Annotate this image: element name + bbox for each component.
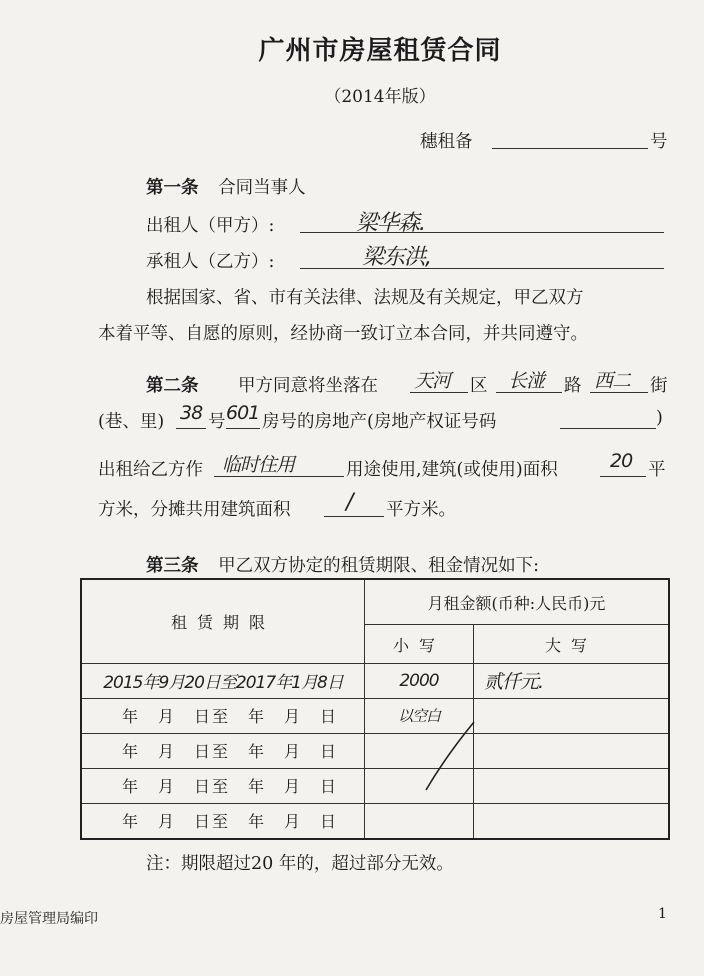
table-row <box>81 733 669 768</box>
edition-label: （2014年版） <box>324 87 436 107</box>
uppercase-cell[interactable] <box>474 698 670 733</box>
period-value: 2015年9月20日至2017年1月8日 <box>103 673 343 694</box>
article2-number: 第二条 <box>146 376 199 396</box>
article1-para-line2: 本着平等、自愿的原则，经协商一致订立本合同，并共同遵守。 <box>98 324 588 344</box>
uppercase-cell[interactable] <box>474 733 670 768</box>
cross-out-stroke <box>420 716 480 796</box>
uppercase-cell[interactable] <box>474 803 670 839</box>
article1-heading <box>146 174 306 199</box>
area-value: 20 <box>610 450 633 472</box>
lowercase-cell[interactable] <box>365 663 474 698</box>
record-suffix: 号 <box>650 132 668 152</box>
number-value: 38 <box>180 402 203 424</box>
property-cert-field[interactable] <box>560 408 656 429</box>
rent-table <box>80 578 670 840</box>
street-value: 西二 <box>594 370 631 392</box>
period-cell[interactable]: 年 月 日至 年 月 日 <box>81 768 365 803</box>
road-value: 长湴 <box>508 370 545 392</box>
publisher-label: 房屋管理局编印 <box>0 911 98 927</box>
lessor-field[interactable] <box>300 212 664 233</box>
article2-text-l: 方米，分摊共用建筑面积 <box>98 500 291 520</box>
article2-text-f: 号 <box>208 412 226 432</box>
article2-text-b: 区 <box>470 376 488 396</box>
table-row <box>81 768 669 803</box>
article2-text-a: 甲方同意将坐落在 <box>238 376 378 396</box>
lessee-label: 承租人（乙方）: <box>146 252 275 272</box>
period-cell[interactable]: 年 月 日至 年 月 日 <box>81 733 365 768</box>
header-monthly-rent: 月租金额(币种:人民币)元 <box>365 579 670 625</box>
article1-title: 合同当事人 <box>218 178 306 198</box>
uppercase-cell[interactable] <box>474 663 670 698</box>
article1-number: 第一条 <box>146 178 199 198</box>
lowercase-value: 2000 <box>399 670 439 691</box>
shared-area-value: / <box>346 490 353 515</box>
header-lowercase: 小写 <box>365 625 474 664</box>
article2-text-d: 街 <box>650 376 668 396</box>
header-period: 租赁期限 <box>81 579 365 663</box>
header-uppercase: 大写 <box>474 625 670 664</box>
lessee-field[interactable] <box>300 248 664 269</box>
period-cell[interactable] <box>81 663 365 698</box>
lessee-signature: 梁东洪, <box>362 245 431 270</box>
district-value: 天河 <box>414 370 451 392</box>
table-row <box>81 698 669 733</box>
room-value: 601 <box>226 402 260 424</box>
usage-value: 临时住用 <box>222 454 295 476</box>
table-row <box>81 663 669 698</box>
article2-text-h: ) <box>656 408 663 428</box>
shared-area-field[interactable] <box>324 496 384 517</box>
period-cell[interactable]: 年 月 日至 年 月 日 <box>81 698 365 733</box>
article3-title: 甲乙双方协定的租赁期限、租金情况如下: <box>218 556 539 576</box>
table-row <box>81 803 669 839</box>
lowercase-value: 以空白 <box>397 707 440 726</box>
document-title: 广州市房屋租赁合同 <box>258 36 502 66</box>
record-number-blank[interactable] <box>492 128 648 149</box>
article2-text-k: 平 <box>648 460 666 480</box>
lessor-label: 出租人（甲方）: <box>146 216 275 236</box>
article2-text-j: 用途使用,建筑(或使用)面积 <box>346 460 558 480</box>
lessor-signature: 梁华森. <box>356 211 425 236</box>
article2-text-e: (巷、里) <box>98 412 165 432</box>
article1-para-line1: 根据国家、省、市有关法律、法规及有关规定，甲乙双方 <box>146 288 584 308</box>
record-label: 穗租备 <box>420 132 473 152</box>
article3-heading <box>146 552 539 577</box>
article2-text-m: 平方米。 <box>386 500 456 520</box>
article2-text-i: 出租给乙方作 <box>98 460 203 480</box>
lowercase-cell[interactable] <box>365 803 474 839</box>
page-number: 1 <box>658 906 667 922</box>
period-cell[interactable]: 年 月 日至 年 月 日 <box>81 803 365 839</box>
uppercase-value: 贰仟元. <box>484 671 544 694</box>
article2-text-g: 房号的房地产(房地产权证号码 <box>262 412 497 432</box>
table-note: 注：期限超过20 年的，超过部分无效。 <box>146 854 454 874</box>
article2-text-c: 路 <box>564 376 582 396</box>
uppercase-cell[interactable] <box>474 768 670 803</box>
article3-number: 第三条 <box>146 556 199 576</box>
